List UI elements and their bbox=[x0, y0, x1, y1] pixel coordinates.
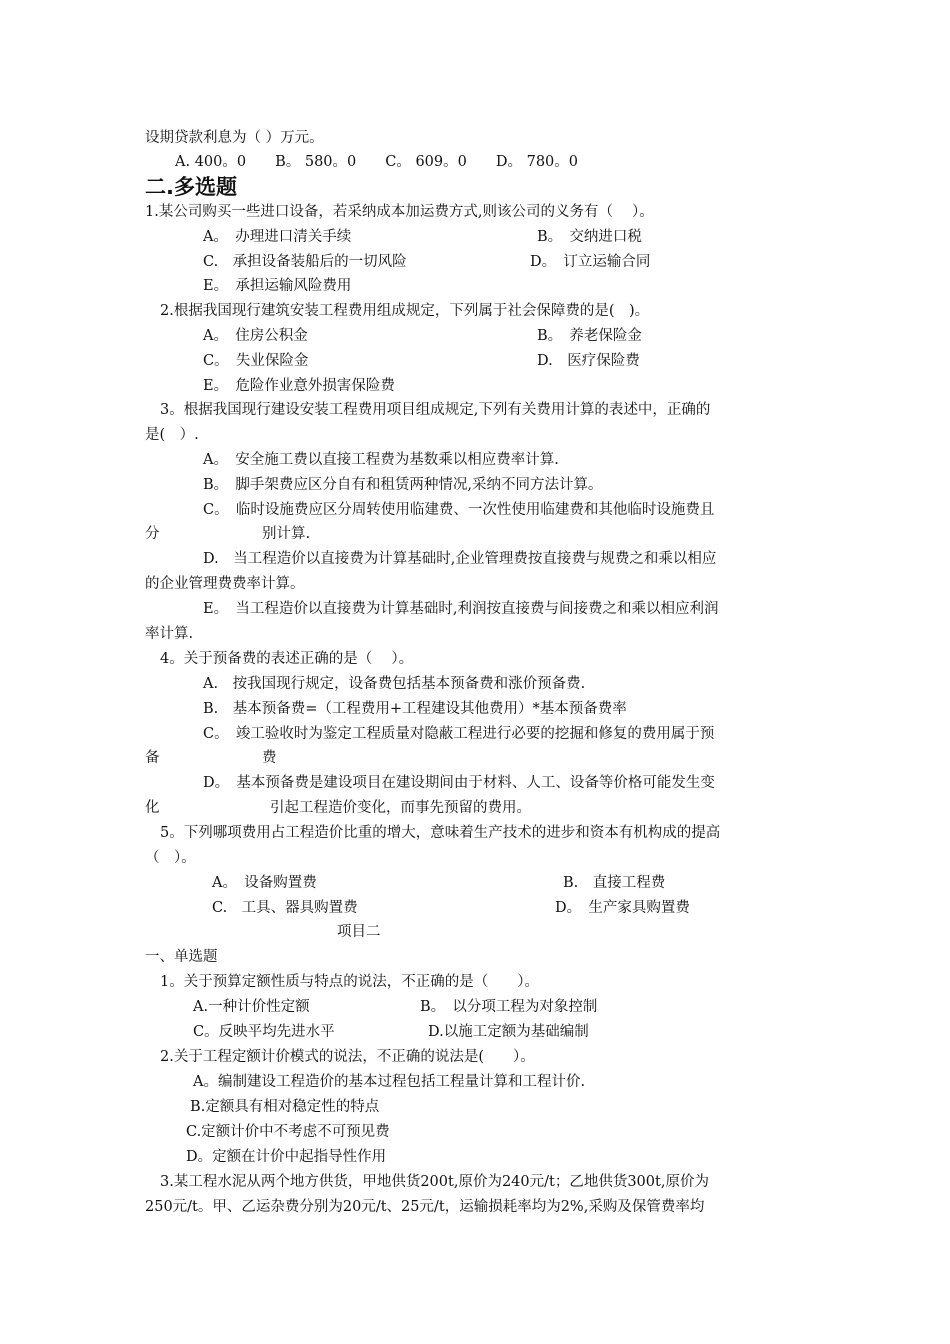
option-b: B。 养老保险金 bbox=[537, 328, 642, 344]
option-d-line-1: D. 当工程造价以直接费为计算基础时,企业管理费按直接费与规费之和乘以相应 bbox=[203, 551, 717, 567]
question-stem-line-1: 3。根据我国现行建设安装工程费用项目组成规定,下列有关费用计算的表述中，正确的 bbox=[160, 402, 711, 418]
question-stem-line-2: （ ）。 bbox=[145, 850, 196, 866]
option-a: A。 设备购置费 bbox=[212, 875, 317, 891]
option-c-line-2-start: 备 bbox=[145, 750, 160, 766]
option-a: A。 安全施工费以直接工程费为基数乘以相应费率计算. bbox=[203, 452, 559, 468]
section-heading-multiple-choice: 二.多选题 bbox=[145, 175, 237, 199]
option-a: A。 住房公积金 bbox=[203, 328, 308, 344]
option-d: D。 订立运输合同 bbox=[530, 254, 651, 270]
option-e: E。 危险作业意外损害保险费 bbox=[203, 378, 395, 394]
option-c: C.定额计价中不考虑不可预见费 bbox=[186, 1124, 390, 1140]
question-stem: 1。关于预算定额性质与特点的说法，不正确的是（ ）。 bbox=[160, 974, 539, 990]
option-d-line-1: D。 基本预备费是建设项目在建设期间由于材料、人工、设备等价格可能发生变 bbox=[203, 775, 715, 791]
question-stem-line-2: 是( ）. bbox=[145, 427, 199, 443]
option-c: C. 工具、器具购置费 bbox=[212, 900, 358, 916]
question-stem: 4。关于预备费的表述正确的是（ ）。 bbox=[160, 651, 414, 667]
option-e-line-2: 率计算. bbox=[145, 626, 194, 642]
option-d: D。定额在计价中起指导性作用 bbox=[186, 1149, 387, 1165]
question-stem-line-1: 3.某工程水泥从两个地方供货，甲地供货200t,原价为240元/t；乙地供货300t,原价为 bbox=[160, 1174, 709, 1190]
option-d-line-2-start: 化 bbox=[145, 800, 160, 816]
option-c: C。反映平均先进水平 bbox=[193, 1024, 335, 1040]
question-stem: 1.某公司购买一些进口设备，若采纳成本加运费方式,则该公司的义务有（ ）。 bbox=[145, 204, 654, 220]
option-b: B。 交纳进口税 bbox=[537, 229, 642, 245]
project-title: 项目二 bbox=[337, 924, 381, 940]
option-b: B. 基本预备费=（工程费用+工程建设其他费用）*基本预备费率 bbox=[203, 701, 627, 717]
option-b: B.定额具有相对稳定性的特点 bbox=[190, 1099, 380, 1115]
option-d: D. 医疗保险费 bbox=[537, 353, 640, 369]
option-e: E。 承担运输风险费用 bbox=[203, 278, 352, 294]
question-stem-line-2: 250元/t。甲、乙运杂费分别为20元/t、25元/t，运输损耗率均为2%,采购及保管费率均 bbox=[145, 1199, 705, 1215]
option-b: B。 脚手架费应区分自有和租赁两种情况,采纳不同方法计算。 bbox=[203, 477, 603, 493]
option-c: C. 承担设备装船后的一切风险 bbox=[203, 254, 407, 270]
option-c: C。 失业保险金 bbox=[203, 353, 309, 369]
option-c-line-2: 别计算. bbox=[262, 526, 311, 542]
option-c-line-2-start: 分 bbox=[145, 526, 160, 542]
option-c-line-1: C。 竣工验收时为鉴定工程质量对隐蔽工程进行必要的挖掘和修复的费用属于预 bbox=[203, 726, 715, 742]
prev-question-options: A. 400。0 B。 580。0 C。 609。0 D。 780。0 bbox=[175, 154, 578, 170]
option-a: A.一种计价性定额 bbox=[193, 999, 310, 1015]
prev-question-tail: 设期贷款利息为（ ）万元。 bbox=[145, 130, 324, 146]
option-c-line-1: C。 临时设施费应区分周转使用临建费、一次性使用临建费和其他临时设施费且 bbox=[203, 502, 715, 518]
option-c-line-2: 费 bbox=[262, 750, 277, 766]
section-heading-single-choice: 一、单选题 bbox=[145, 949, 218, 965]
question-stem: 2.关于工程定额计价模式的说法，不正确的说法是( ）。 bbox=[160, 1049, 535, 1065]
option-a: A。 办理进口清关手续 bbox=[203, 229, 352, 245]
option-d-line-2: 的企业管理费费率计算。 bbox=[145, 576, 305, 592]
option-a: A。编制建设工程造价的基本过程包括工程量计算和工程计价. bbox=[193, 1074, 586, 1090]
option-e-line-1: E。 当工程造价以直接费为计算基础时,利润按直接费与间接费之和乘以相应利润 bbox=[203, 601, 719, 617]
option-a: A. 按我国现行规定，设备费包括基本预备费和涨价预备费. bbox=[203, 676, 586, 692]
option-b: B. 直接工程费 bbox=[563, 875, 666, 891]
question-stem-line-1: 5。下列哪项费用占工程造价比重的增大，意味着生产技术的进步和资本有机构成的提高 bbox=[160, 825, 721, 841]
option-d-line-2: 引起工程造价变化，而事先预留的费用。 bbox=[270, 800, 531, 816]
question-stem: 2.根据我国现行建筑安装工程费用组成规定，下列属于社会保障费的是( )。 bbox=[160, 303, 650, 319]
option-b: B。 以分项工程为对象控制 bbox=[420, 999, 598, 1015]
option-d: D。 生产家具购置费 bbox=[555, 900, 690, 916]
option-d: D.以施工定额为基础编制 bbox=[428, 1024, 589, 1040]
